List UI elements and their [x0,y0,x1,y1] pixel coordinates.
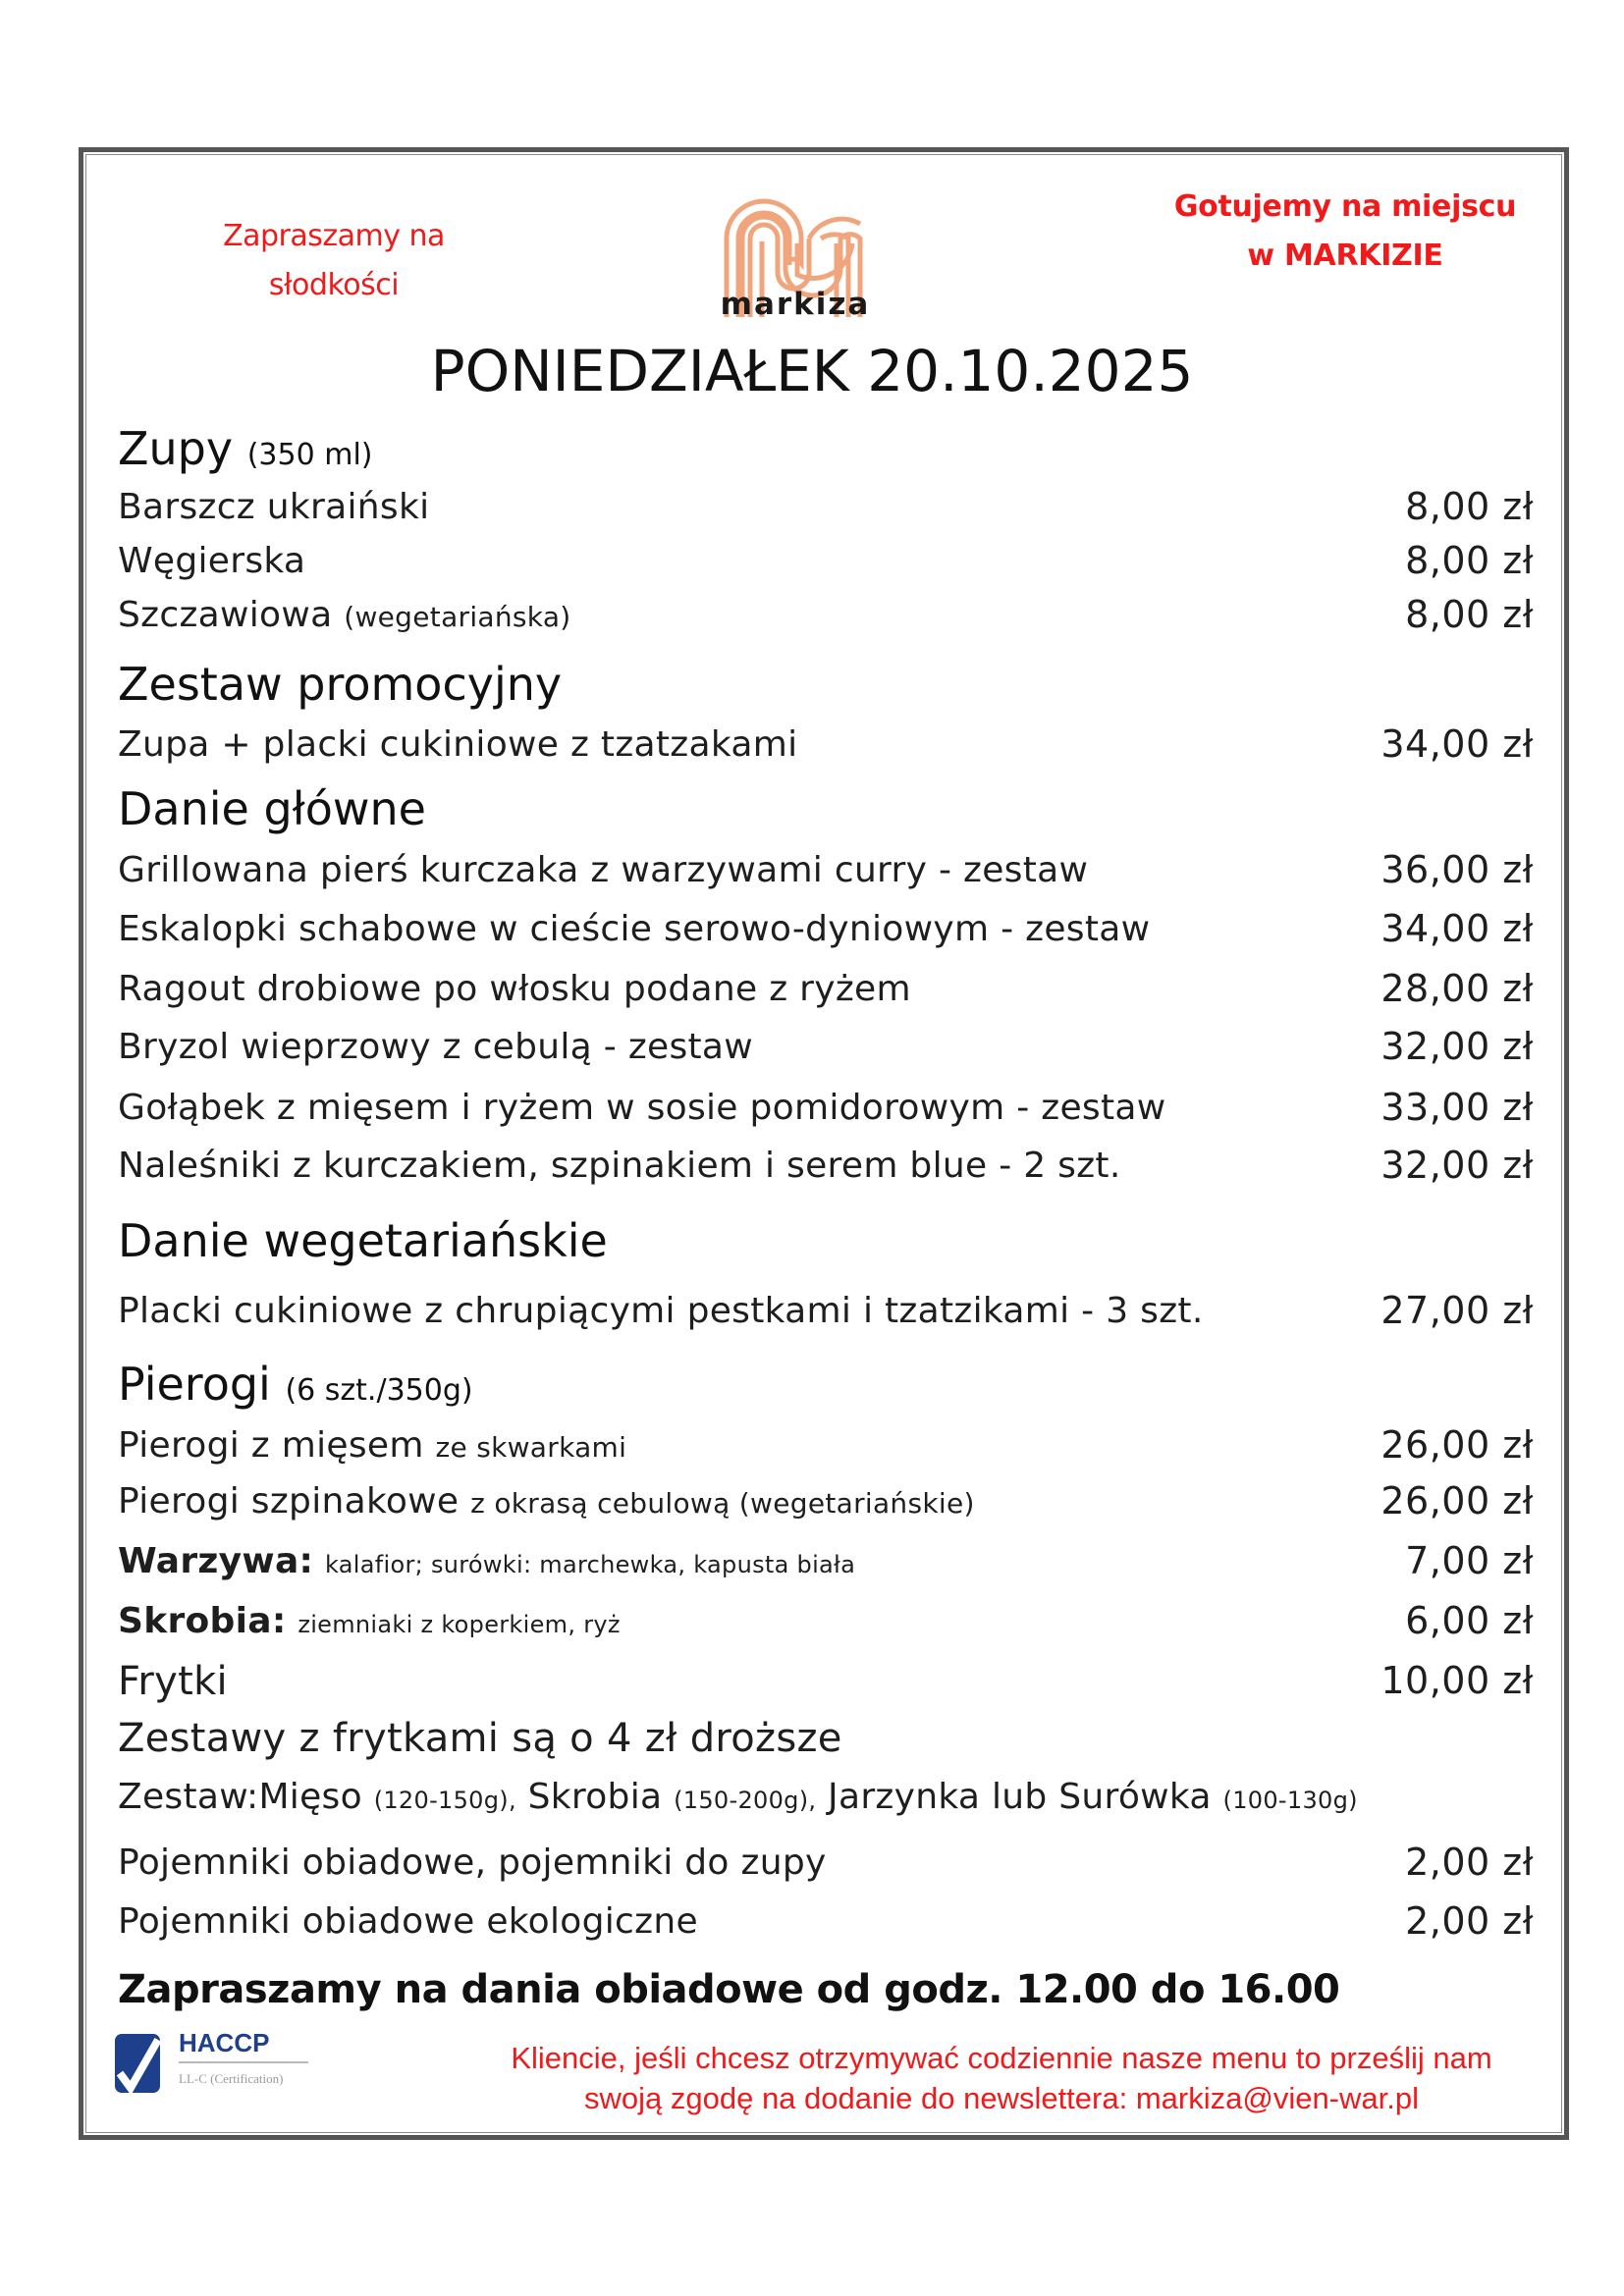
fries-surcharge-note: Zestawy z frytkami są o 4 zł droższe [118,1716,842,1761]
section-mains-heading: Danie główne [118,782,426,835]
menu-item [118,1481,975,1522]
item-name: Zupa + placki cukiniowe z tzatzakami [118,724,798,765]
item-price: 8,00 zł [1405,593,1534,636]
section-note: (6 szt./350g) [285,1373,473,1408]
item-price: 32,00 zł [1380,1025,1534,1068]
item-price: 26,00 zł [1380,1423,1534,1467]
item-price: 2,00 zł [1405,1841,1534,1884]
menu-item [118,541,305,581]
item-price: 8,00 zł [1405,539,1534,582]
vegetables-label: Warzywa: [118,1541,314,1581]
menu-item [118,1842,827,1883]
item-price: 7,00 zł [1405,1539,1534,1582]
item-price: 36,00 zł [1380,848,1534,891]
item-name: Pierogi szpinakowe [118,1481,460,1522]
item-name: Grillowana pierś kurczaka z warzywami curry - zestaw [118,850,1089,890]
item-name: Placki cukiniowe z chrupiącymi pestkami i tzatzikami - 3 szt. [118,1291,1204,1331]
haccp-title: HACCP [179,2028,270,2057]
section-soups-heading [118,422,372,475]
item-name: Pojemniki obiadowe ekologiczne [118,1901,698,1942]
fries-row [118,1659,228,1704]
section-note: (350 ml) [246,438,373,472]
menu-item [118,1901,698,1942]
item-name: Naleśniki z kurczakiem, szpinakiem i serem blue - 2 szt. [118,1146,1121,1186]
item-price: 32,00 zł [1380,1144,1534,1187]
section-promo-set-heading: Zestaw promocyjny [118,658,563,711]
sweets-promo [196,212,471,310]
vegetables-row [118,1541,855,1581]
set-starch-weight: (150-200g), [674,1787,817,1814]
item-price: 28,00 zł [1380,967,1534,1010]
menu-item [118,595,571,635]
set-veg-weight: (100-130g) [1222,1787,1358,1814]
item-price: 26,00 zł [1380,1479,1534,1522]
menu-item [118,1088,1165,1128]
item-name: Eskalopki schabowe w cieście serowo-dyniowym - zestaw [118,909,1151,949]
item-name: Barszcz ukraiński [118,487,430,527]
section-title: Pierogi [118,1358,271,1411]
haccp-subtitle: LL-C (Certification) [179,2071,284,2086]
vegetables-detail: kalafior; surówki: marchewka, kapusta biała [325,1551,856,1578]
item-name: Ragout drobiowe po włosku podane z ryżem [118,969,911,1009]
newsletter-line1: Kliencie, jeśli chcesz otrzymywać codziennie nasze menu to prześlij nam [511,2041,1492,2075]
menu-item [118,850,1088,890]
set-starch: Skrobia [527,1777,663,1817]
section-title: Zupy [118,422,234,475]
item-name: Bryzol wieprzowy z cebulą - zestaw [118,1027,754,1067]
item-price: 10,00 zł [1380,1659,1534,1702]
item-extra: z okrasą cebulową (wegetariańskie) [470,1487,975,1520]
haccp-divider [179,2061,308,2063]
fries-label: Frytki [118,1659,228,1704]
menu-item [118,724,797,765]
menu-item [118,1291,1204,1331]
item-name: Gołąbek z mięsem i ryżem w sosie pomidorowym - zestaw [118,1088,1166,1128]
starch-row [118,1601,621,1641]
menu-item [118,1027,753,1067]
item-price: 6,00 zł [1405,1599,1534,1642]
cooking-promo-line1: Gotujemy na miejscu [1173,189,1517,224]
menu-item [118,1425,626,1466]
section-pierogi-heading [118,1358,473,1411]
newsletter-notice [432,2038,1571,2118]
item-name: Pojemniki obiadowe, pojemniki do zupy [118,1842,827,1883]
newsletter-line2: swoją zgodę na dodanie do newslettera: markiza@vien-war.pl [584,2081,1419,2115]
item-price: 34,00 zł [1380,907,1534,950]
item-name: Pierogi z mięsem [118,1425,424,1466]
logo-wordmark: markiza [720,287,871,322]
menu-item [118,969,911,1009]
item-price: 2,00 zł [1405,1899,1534,1943]
section-vegetarian-heading: Danie wegetariańskie [118,1214,608,1267]
item-name: Węgierska [118,541,306,581]
checkmark-badge-icon [115,2034,160,2093]
item-extra: ze skwarkami [435,1431,627,1464]
set-meat: Zestaw:Mięso [118,1777,362,1817]
starch-detail: ziemniaki z koperkiem, ryż [298,1611,621,1638]
sweets-promo-line2: słodkości [268,268,400,302]
page-title: PONIEDZIAŁEK 20.10.2025 [430,338,1194,404]
sweets-promo-line1: Zapraszamy na [223,219,445,253]
cooking-promo-line2: w MARKIZIE [1247,239,1443,273]
item-price: 8,00 zł [1405,485,1534,528]
item-extra: (wegetariańska) [344,601,571,633]
opening-hours: Zapraszamy na dania obiadowe od godz. 12.00 do 16.00 [118,1967,1340,2012]
item-name: Szczawiowa [118,595,333,635]
starch-label: Skrobia: [118,1601,287,1641]
set-veg: Jarzynka lub Surówka [828,1777,1212,1817]
set-composition-note [118,1777,1358,1817]
item-price: 33,00 zł [1380,1086,1534,1129]
set-meat-weight: (120-150g), [373,1787,516,1814]
item-price: 34,00 zł [1380,722,1534,766]
menu-item [118,909,1150,949]
menu-item [118,487,429,527]
cooking-on-site-promo [1159,183,1532,281]
menu-item [118,1146,1121,1186]
item-price: 27,00 zł [1380,1289,1534,1332]
